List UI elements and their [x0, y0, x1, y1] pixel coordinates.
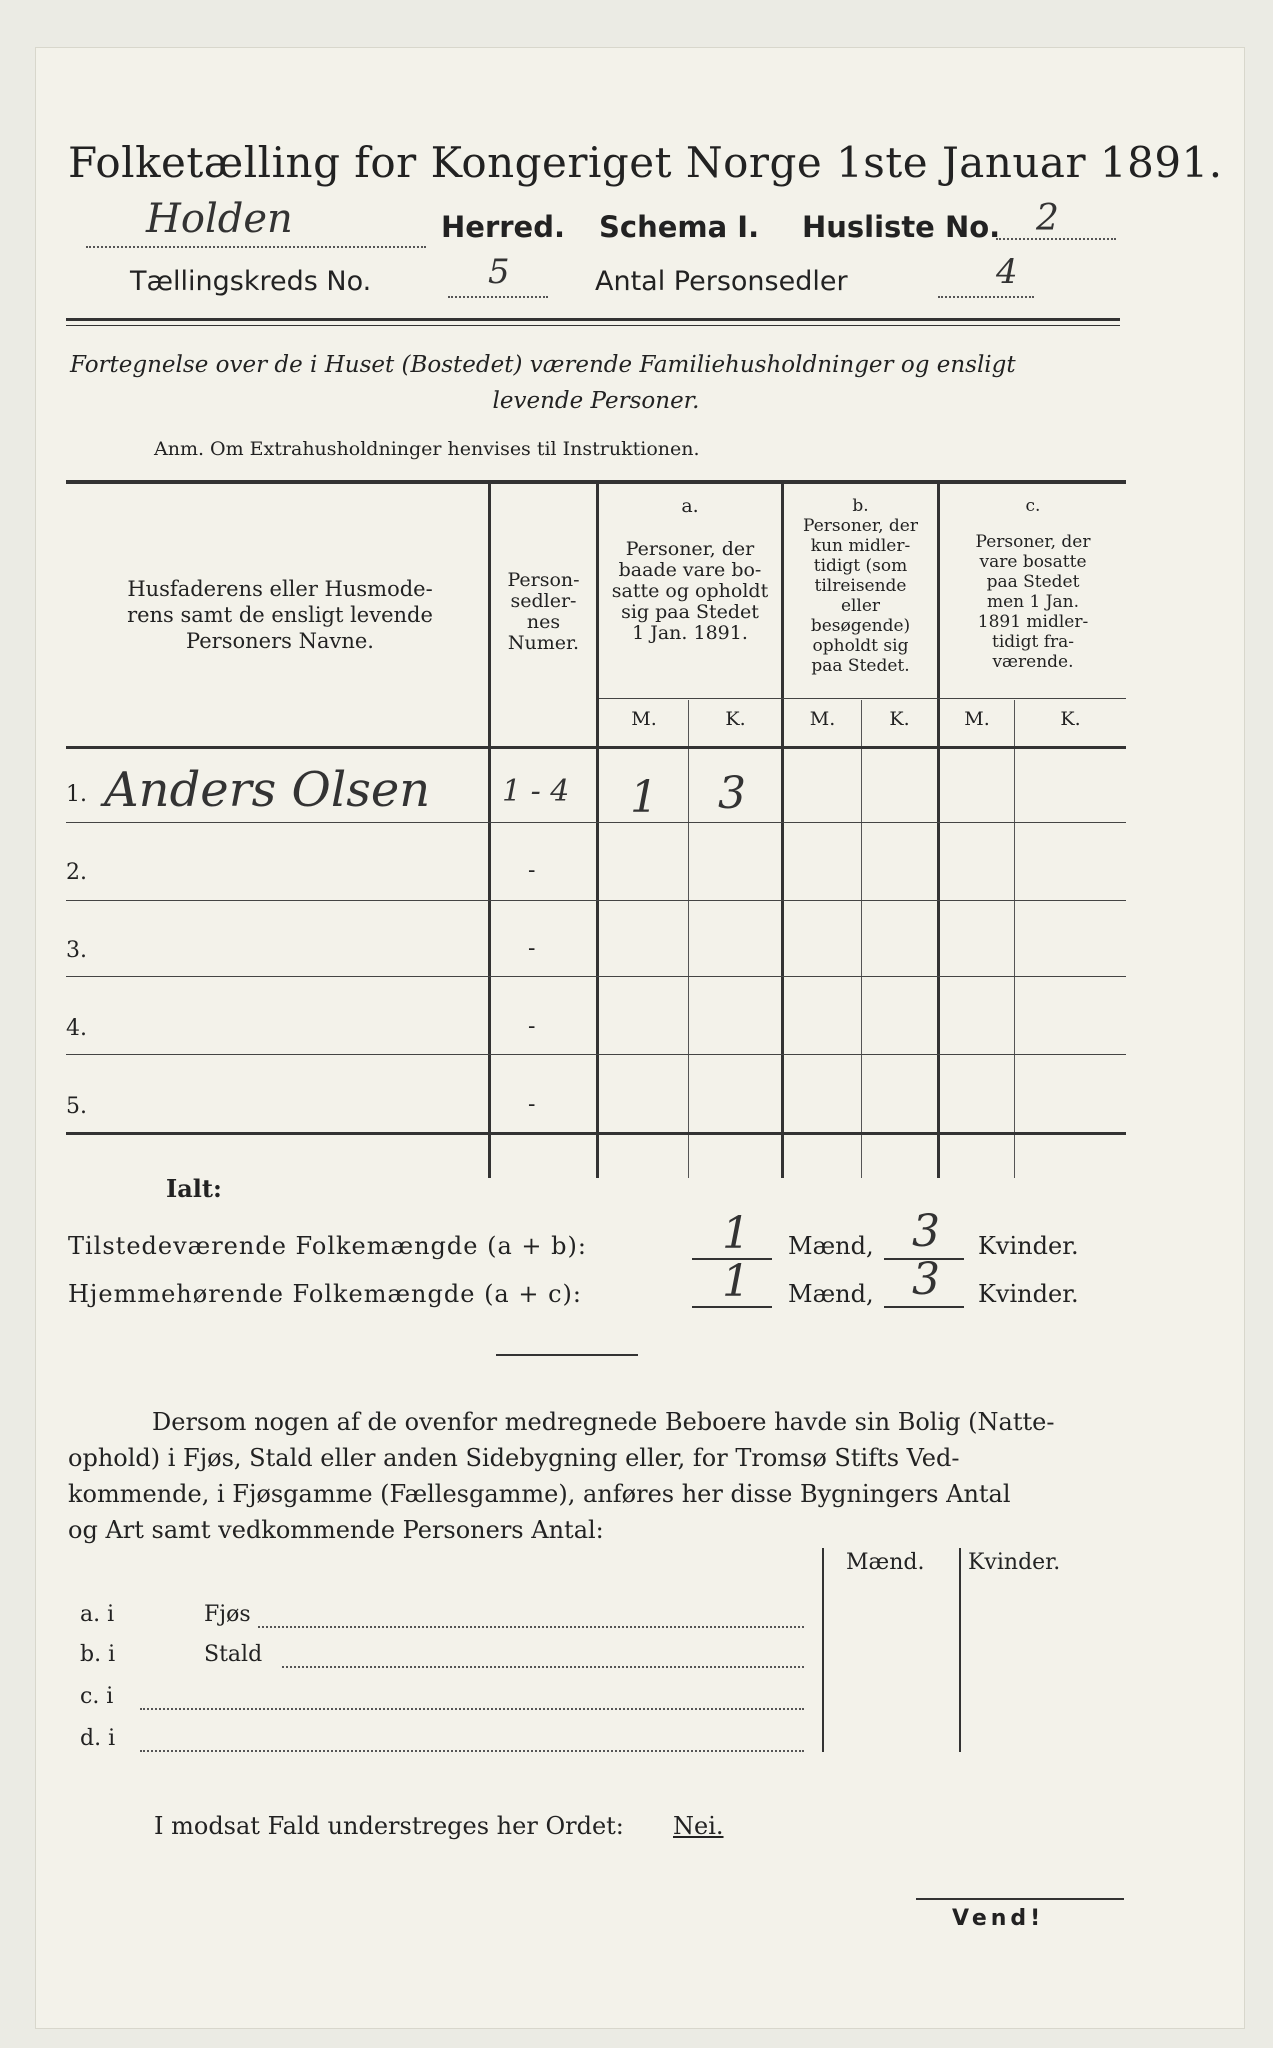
c-m-label: M.: [964, 708, 990, 730]
col-sub-a: [688, 700, 689, 1178]
col-header-c: [940, 496, 1126, 672]
row-2-num: 2.: [66, 860, 87, 885]
outbuild-b-label: b. i: [80, 1642, 116, 1667]
hjem-label: Hjemmehørende Folkemængde (a + c):: [68, 1280, 582, 1308]
col-b-text-4: eller: [840, 596, 881, 616]
mk-top-rule: [599, 698, 1126, 699]
col-num-l2: sedler-: [510, 590, 577, 612]
row-3-num: 3.: [66, 938, 87, 963]
col-c-text-4: 1891 midler-: [977, 612, 1089, 632]
col-num-l3: nes: [526, 611, 561, 633]
col-c-text-2: paa Stedet: [986, 572, 1080, 592]
col-a-text-0: Personer, der: [625, 538, 755, 560]
col-a-text-2: satte og opholdt: [611, 580, 769, 602]
outbuild-c-dots: [140, 1706, 804, 1710]
outbuild-divider-1: [822, 1548, 824, 1752]
col-num-l1: Person-: [507, 569, 580, 591]
row-1-a-m: 1: [630, 772, 658, 823]
intro-line-2: levende Personer.: [492, 388, 700, 414]
kreds-label: Tællingskreds No.: [130, 266, 372, 297]
col-sub-b: [861, 700, 862, 1178]
row-1-a-k: 3: [718, 768, 746, 819]
tilst-maend: Mænd,: [788, 1232, 874, 1260]
row-2-sedler: -: [528, 858, 536, 883]
outbuild-paragraph: [68, 1404, 1124, 1548]
table-bottom-rule: [66, 1132, 1126, 1135]
c-k-label: K.: [1060, 708, 1081, 730]
outbuild-p3: kommende, i Fjøsgamme (Fællesgamme), anføres her disse Bygningers Antal: [68, 1480, 1011, 1508]
col-c-text: [940, 532, 1126, 672]
row-line-2: [66, 900, 1126, 901]
outbuild-b-text: Stald: [204, 1642, 263, 1667]
tilst-m: 1: [722, 1208, 750, 1259]
schema-label: Schema I.: [599, 210, 760, 244]
intro-line-1: Fortegnelse over de i Huset (Bostedet) værende Familiehusholdninger og ensligt: [70, 352, 1016, 378]
outbuild-divider-2: [959, 1548, 961, 1752]
col-names-l1: Husfaderens eller Husmode-: [127, 577, 433, 601]
antal-no: 4: [996, 252, 1018, 292]
col-b-letter: b.: [852, 496, 869, 516]
outbuild-col-kvinder: Kvinder.: [968, 1550, 1061, 1575]
col-c-letter: c.: [1025, 496, 1041, 516]
row-5-sedler: -: [528, 1092, 536, 1117]
col-num-l4: Numer.: [507, 632, 580, 654]
vend-label: Vend!: [952, 1906, 1045, 1931]
a-m-label: M.: [631, 708, 657, 730]
row-4-num: 4.: [66, 1016, 87, 1041]
col-header-b: [784, 496, 937, 676]
row-4-sedler: -: [528, 1014, 536, 1039]
tilst-label: Tilstedeværende Folkemængde (a + b):: [68, 1232, 587, 1260]
table-body-rule: [66, 746, 1126, 749]
col-a-text: [599, 539, 781, 644]
tilst-kvinder: Kvinder.: [978, 1232, 1079, 1260]
kreds-no: 5: [488, 252, 510, 292]
col-c-text-3: men 1 Jan.: [986, 592, 1080, 612]
outbuild-b-dots: [282, 1664, 804, 1668]
census-form: [36, 48, 1244, 2028]
col-header-a: [599, 496, 781, 644]
hjem-k-line: [884, 1306, 964, 1308]
hjem-m: 1: [722, 1256, 750, 1307]
col-b-text-7: paa Stedet.: [811, 656, 910, 676]
b-k-label: K.: [889, 708, 910, 730]
husliste-label: Husliste No.: [802, 210, 1001, 244]
col-a-text-3: sig paa Stedet: [621, 601, 759, 623]
form-title: Folketælling for Kongeriget Norge 1ste Januar 1891.: [68, 138, 1223, 187]
col-sub-c: [1014, 700, 1015, 1178]
col-a-letter: a.: [681, 495, 699, 517]
b-m-label: M.: [809, 708, 836, 730]
row-1-sedler: 1 - 4: [502, 774, 570, 809]
nei-word: Nei.: [673, 1812, 724, 1840]
herred-name: Holden: [146, 196, 293, 242]
outbuild-a-label: a. i: [80, 1602, 115, 1627]
header-rule-2: [66, 325, 1120, 326]
row-1-num: 1.: [66, 782, 87, 807]
col-b-text-0: Personer, der: [803, 516, 918, 536]
col-c-text-1: vare bosatte: [979, 552, 1087, 572]
row-line-4: [66, 1054, 1126, 1055]
antal-label: Antal Personsedler: [595, 266, 848, 297]
ialt-label: Ialt:: [166, 1174, 222, 1203]
antal-dots: [938, 292, 1034, 298]
outbuild-p4: og Art samt vedkommende Personers Antal:: [68, 1516, 604, 1544]
separator: [496, 1354, 638, 1356]
col-names-l2: rens samt de ensligt levende: [127, 603, 433, 627]
vend-rule: [916, 1898, 1124, 1900]
outbuild-col-maend: Mænd.: [846, 1550, 925, 1575]
row-line-1: [66, 822, 1126, 823]
col-b-text-5: besøgende): [810, 616, 911, 636]
outbuild-p2: ophold) i Fjøs, Stald eller anden Sidebygning eller, for Tromsø Stifts Ved-: [68, 1444, 960, 1472]
col-c-text-6: værende.: [992, 652, 1074, 672]
outbuild-a-dots: [258, 1624, 804, 1628]
outbuild-a-text: Fjøs: [204, 1602, 251, 1627]
col-c-text-5: tidigt fra-: [991, 632, 1074, 652]
col-b-text-1: kun midler-: [810, 536, 911, 556]
kreds-dots: [448, 292, 548, 298]
outbuild-p1: Dersom nogen af de ovenfor medregnede Beboere havde sin Bolig (Natte-: [152, 1408, 1055, 1436]
col-b-text-3: tilreisende: [814, 576, 907, 596]
hjem-k: 3: [912, 1254, 940, 1305]
outbuild-d-label: d. i: [80, 1726, 116, 1751]
col-header-number: [491, 570, 596, 654]
row-1-name: Anders Olsen: [104, 762, 431, 818]
tilst-k: 3: [912, 1206, 940, 1257]
row-3-sedler: -: [528, 936, 536, 961]
modsat-label: I modsat Fald understreges her Ordet:: [154, 1812, 624, 1840]
col-b-text-2: tidigt (som: [813, 556, 908, 576]
col-c-text-0: Personer, der: [975, 532, 1091, 552]
hjem-kvinder: Kvinder.: [978, 1280, 1079, 1308]
outbuild-c-label: c. i: [80, 1684, 114, 1709]
herred-label: Herred.: [441, 210, 565, 244]
row-line-3: [66, 976, 1126, 977]
col-a-text-4: 1 Jan. 1891.: [632, 622, 748, 644]
husliste-no: 2: [1036, 198, 1059, 239]
col-header-names: [80, 576, 480, 654]
col-names-l3: Personers Navne.: [186, 629, 374, 653]
hjem-maend: Mænd,: [788, 1280, 874, 1308]
col-b-text-6: opholdt sig: [812, 636, 909, 656]
col-a-text-1: baade vare bo-: [618, 559, 762, 581]
anm-note: Anm. Om Extrahusholdninger henvises til Instruktionen.: [154, 438, 700, 460]
outbuild-d-dots: [140, 1748, 804, 1752]
header-rule: [66, 318, 1120, 321]
row-5-num: 5.: [66, 1094, 87, 1119]
a-k-label: K.: [725, 708, 746, 730]
